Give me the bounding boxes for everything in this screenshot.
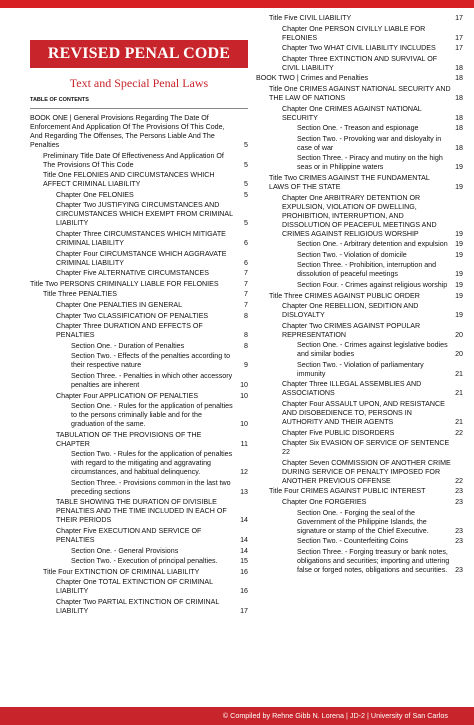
toc-entry-page: 15 — [240, 557, 248, 566]
toc-entry-title: Title Five CIVIL LIABILITY — [269, 14, 352, 22]
toc-entry-page: 8 — [244, 341, 248, 350]
toc-entry[interactable] — [30, 392, 248, 401]
toc-entry-title: Section One. - Crimes against legislative bodies and similar bodies — [297, 341, 448, 359]
toc-entry[interactable] — [256, 498, 463, 507]
toc-entry-page: 19 — [455, 163, 463, 172]
toc-entry-title: Chapter Two JUSTIFYING CIRCUMSTANCES AND CIRCUMSTANCES WHICH EXEMPT FROM CRIMINAL LIABILITY — [56, 201, 233, 228]
toc-entry-title: Title One FELONIES AND CIRCUMSTANCES WHICH AFFECT CRIMINAL LIABILITY — [43, 171, 215, 189]
toc-entry[interactable] — [30, 547, 248, 556]
toc-entry-title: Chapter Five EXECUTION AND SERVICE OF PENALTIES — [56, 527, 202, 545]
toc-entry-title: Chapter Three EXTINCTION AND SURVIVAL OF CIVIL LIABILITY — [282, 54, 438, 72]
toc-entry[interactable] — [30, 402, 248, 429]
toc-entry-page: 19 — [455, 250, 463, 259]
toc-entry[interactable] — [256, 509, 463, 536]
toc-entry-page: 18 — [455, 143, 463, 152]
toc-entry-page: 5 — [244, 141, 248, 149]
toc-entry[interactable] — [256, 240, 463, 249]
toc-entry-page: 19 — [455, 280, 463, 289]
toc-entry[interactable] — [256, 429, 463, 438]
toc-entry[interactable] — [30, 152, 248, 170]
toc-entry[interactable] — [30, 280, 248, 289]
toc-entry[interactable] — [30, 114, 248, 150]
toc-entry-title: Chapter One CRIMES AGAINST NATIONAL SECURITY — [282, 104, 422, 122]
toc-entry-page: 21 — [455, 369, 463, 378]
toc-entry[interactable] — [256, 174, 463, 192]
toc-entry-page: 18 — [455, 124, 463, 133]
toc-entry[interactable] — [30, 557, 248, 566]
toc-entry[interactable] — [30, 269, 248, 278]
toc-entry-title: Chapter Five PUBLIC DISORDERS — [282, 428, 395, 437]
toc-entry[interactable] — [256, 322, 463, 340]
toc-entry[interactable] — [256, 537, 463, 546]
toc-entry-page: 19 — [455, 311, 463, 320]
toc-entry-page: 18 — [455, 63, 463, 72]
toc-entry-page: 19 — [455, 291, 463, 300]
toc-entry-title: Chapter One REBELLION, SEDITION AND DISLOYALTY — [282, 302, 419, 320]
toc-entry[interactable] — [30, 250, 248, 268]
toc-entry-page: 18 — [455, 93, 463, 102]
toc-entry-title: Chapter Four CIRCUMSTANCE WHICH AGGRAVATE CRIMINAL LIABILITY — [56, 249, 227, 267]
toc-entry[interactable] — [30, 290, 248, 299]
toc-entry-title: TABULATION OF THE PROVISIONS OF THE CHAPTER — [56, 430, 202, 448]
toc-entry-page: 6 — [244, 238, 248, 247]
toc-entry[interactable] — [30, 312, 248, 321]
toc-entry[interactable] — [30, 498, 248, 525]
toc-entry[interactable] — [256, 361, 463, 379]
document-title: REVISED PENAL CODE — [30, 40, 248, 68]
toc-entry[interactable] — [256, 261, 463, 279]
toc-entry[interactable] — [256, 251, 463, 260]
toc-entry-page: 19 — [455, 270, 463, 279]
toc-left-column — [30, 14, 248, 618]
toc-divider — [30, 108, 248, 109]
toc-entry-title: Chapter Four ASSAULT UPON, AND RESISTANCE AND DISOBEDIENCE TO, PERSONS IN AUTHORITY AND THEIR AGENTS — [282, 400, 445, 427]
toc-entry-title: Section One. - Rules for the application of penalties to the persons criminally liable and for the graduation of the same. — [71, 402, 233, 429]
toc-entry-title: Section One. - Forging the seal of the Government of the Philippine Islands, the signature or stamp of the Chief Executive. — [297, 508, 429, 535]
toc-heading: TABLE OF CONTENTS — [30, 97, 89, 103]
toc-entry-page: 5 — [244, 190, 248, 199]
toc-entry[interactable] — [256, 55, 463, 73]
toc-entry[interactable] — [30, 431, 248, 449]
toc-entry-page: 23 — [455, 487, 463, 496]
toc-entry-title: Section Three. - Penalties in which other accessory penalties are inherent — [71, 371, 233, 389]
toc-entry[interactable] — [256, 548, 463, 575]
toc-right-column — [256, 14, 463, 576]
toc-entry-title: Title One CRIMES AGAINST NATIONAL SECURITY AND THE LAW OF NATIONS — [269, 84, 451, 102]
toc-list-right — [256, 14, 463, 575]
toc-entry-title: Title Two PERSONS CRIMINALLY LIABLE FOR FELONIES — [30, 279, 219, 288]
toc-entry[interactable] — [30, 301, 248, 310]
toc-entry[interactable] — [30, 450, 248, 477]
toc-entry-title: Section Three. - Prohibition, interruption and dissolution of peaceful meetings — [297, 261, 437, 279]
toc-entry-page: 10 — [240, 380, 248, 389]
toc-entry-page: 7 — [244, 300, 248, 309]
toc-entry-page: 10 — [240, 391, 248, 400]
toc-entry-title: BOOK ONE | General Provisions Regarding The Date Of Enforcement And Application Of The Provisions Of This Code, And Regarding The Offenses, The Persons Liable And The Penalties — [30, 114, 225, 149]
toc-entry-page: 23 — [455, 537, 463, 546]
toc-entry-page: 7 — [244, 269, 248, 278]
toc-entry-title: Section One. - Arbitrary detention and expulsion — [297, 240, 448, 249]
toc-entry[interactable] — [256, 281, 463, 290]
toc-entry-title: Title Three CRIMES AGAINST PUBLIC ORDER — [269, 291, 420, 300]
toc-entry[interactable] — [256, 74, 463, 83]
toc-entry-title: Section Three. - Piracy and mutiny on the high seas or in Philippine waters — [297, 154, 443, 172]
toc-entry-title: Chapter Three CIRCUMSTANCES WHICH MITIGATE CRIMINAL LIABILITY — [56, 229, 226, 247]
toc-entry-title: BOOK TWO | Crimes and Penalties — [256, 74, 369, 83]
toc-entry-title: Chapter One PERSON CIVILLY LIABLE FOR FELONIES — [282, 24, 426, 42]
toc-entry[interactable] — [30, 568, 248, 577]
toc-entry[interactable] — [30, 322, 248, 340]
toc-entry-page: 18 — [455, 74, 463, 83]
toc-entry-page: 18 — [455, 113, 463, 122]
footer-bar — [0, 707, 474, 725]
toc-entry-page: 21 — [455, 389, 463, 398]
toc-entry-page: 5 — [244, 219, 248, 228]
toc-entry[interactable] — [256, 44, 463, 53]
toc-entry-page: 11 — [240, 439, 248, 448]
toc-entry-title: Chapter Six EVASION OF SERVICE OF SENTENCE 22 — [282, 439, 450, 457]
toc-entry-page: 23 — [455, 565, 463, 574]
toc-entry[interactable] — [256, 135, 463, 153]
toc-entry-page: 23 — [455, 498, 463, 507]
toc-entry[interactable] — [256, 85, 463, 103]
toc-entry-page: 10 — [240, 420, 248, 429]
toc-entry[interactable] — [256, 302, 463, 320]
toc-entry-page: 19 — [455, 240, 463, 249]
toc-entry[interactable] — [30, 578, 248, 596]
toc-entry[interactable] — [256, 341, 463, 359]
toc-entry-title: Section Two. - Violation of parliamentary immunity — [297, 360, 424, 378]
toc-entry[interactable] — [30, 342, 248, 351]
toc-entry[interactable] — [256, 25, 463, 43]
toc-entry-title: Section Three. - Provisions common in the last two preceding sections — [71, 478, 231, 496]
toc-entry-title: Chapter One FELONIES — [56, 190, 134, 199]
toc-entry-title: Chapter Two CRIMES AGAINST POPULAR REPRESENTATION — [282, 321, 421, 339]
toc-entry-page: 5 — [244, 160, 248, 169]
toc-entry-title: Section Two. - Execution of principal penalties. — [71, 557, 218, 566]
toc-entry[interactable] — [30, 527, 248, 545]
toc-entry-title: Chapter Three DURATION AND EFFECTS OF PENALTIES — [56, 322, 203, 340]
toc-list-left — [30, 114, 248, 616]
toc-entry-page: 14 — [240, 546, 248, 555]
toc-entry[interactable] — [256, 194, 463, 239]
toc-entry[interactable] — [30, 171, 248, 189]
toc-entry-page: 12 — [240, 468, 248, 477]
toc-entry-title: Section Two. - Violation of domicile — [297, 250, 407, 259]
toc-entry-page: 16 — [240, 567, 248, 576]
toc-entry-page: 21 — [455, 418, 463, 427]
footer-credit: © Compiled by Rehne Gibb N. Lorena | JD-2 | University of San Carlos — [222, 711, 448, 720]
toc-entry-title: Chapter One PENALTIES IN GENERAL — [56, 300, 183, 309]
toc-entry-title: Section One. - General Provisions — [71, 546, 179, 555]
toc-entry-page: 19 — [455, 182, 463, 191]
toc-entry-title: Preliminary Title Date Of Effectiveness And Application Of The Provisions Of This Code — [43, 151, 224, 169]
toc-entry-title: Title Four CRIMES AGAINST PUBLIC INTEREST — [269, 487, 426, 496]
toc-entry-page: 17 — [240, 607, 248, 616]
toc-entry[interactable] — [256, 439, 463, 457]
toc-entry-title: Section Three. - Forging treasury or bank notes, obligations and securities; importing and uttering false or forged notes, obligations and securities. — [297, 547, 450, 574]
toc-entry-page: 8 — [244, 331, 248, 340]
toc-entry-title: Chapter One ARBITRARY DETENTION OR EXPULSION, VIOLATION OF DWELLING, PROHIBITION, INTERRUPTION, AND DISSOLUTION OF PEACEFUL MEETINGS AND CRIMES AGAINST RELIGIOUS WORSHIP — [282, 193, 437, 238]
toc-entry[interactable] — [256, 292, 463, 301]
toc-entry[interactable] — [256, 105, 463, 123]
toc-entry-title: Section Two. - Counterfeiting Coins — [297, 537, 409, 546]
toc-entry[interactable] — [256, 124, 463, 133]
toc-entry-title: Section Two. - Effects of the penalties according to their respective nature — [71, 352, 231, 370]
toc-entry[interactable] — [256, 14, 463, 23]
toc-entry-title: Title Four EXTINCTION OF CRIMINAL LIABILITY — [43, 567, 200, 576]
toc-entry-page: 22 — [455, 476, 463, 485]
toc-entry[interactable] — [30, 191, 248, 200]
toc-entry-page: 13 — [240, 487, 248, 496]
toc-entry-title: Section One. - Duration of Penalties — [71, 341, 185, 350]
top-accent-bar — [0, 0, 474, 8]
toc-entry-page: 7 — [244, 290, 248, 299]
toc-entry-title: TABLE SHOWING THE DURATION OF DIVISIBLE PENALTIES AND THE TIME INCLUDED IN EACH OF THEIR PERIODS — [56, 498, 227, 525]
toc-entry[interactable] — [30, 230, 248, 248]
toc-entry-title: Chapter Three ILLEGAL ASSEMBLIES AND ASSOCIATIONS — [282, 380, 422, 398]
toc-entry-page: 16 — [240, 587, 248, 596]
toc-entry-title: Section One. - Treason and espionage — [297, 124, 419, 133]
toc-entry[interactable] — [256, 380, 463, 398]
toc-entry[interactable] — [30, 352, 248, 370]
toc-entry-page: 17 — [455, 44, 463, 53]
toc-entry[interactable] — [256, 487, 463, 496]
toc-entry-page: 6 — [244, 258, 248, 267]
toc-entry-title: Chapter Two PARTIAL EXTINCTION OF CRIMINAL LIABILITY — [56, 598, 220, 616]
toc-entry-page: 14 — [240, 516, 248, 525]
toc-entry[interactable] — [256, 154, 463, 172]
toc-entry[interactable] — [256, 400, 463, 427]
toc-entry-page: 17 — [455, 33, 463, 42]
toc-entry-title: Title Two CRIMES AGAINST THE FUNDAMENTAL LAWS OF THE STATE — [269, 173, 430, 191]
toc-entry-page: 20 — [455, 330, 463, 339]
toc-entry-page: 22 — [455, 428, 463, 437]
toc-entry-title: Title Three PENALTIES — [43, 290, 117, 299]
toc-entry[interactable] — [30, 479, 248, 497]
toc-entry-page: 9 — [244, 361, 248, 370]
toc-entry-title: Chapter Five ALTERNATIVE CIRCUMSTANCES — [56, 269, 209, 278]
toc-entry[interactable] — [30, 372, 248, 390]
toc-entry-page: 14 — [240, 536, 248, 545]
toc-entry-page: 23 — [455, 526, 463, 535]
document-subtitle: Text and Special Penal Laws — [69, 76, 209, 90]
toc-entry-page: 19 — [455, 229, 463, 238]
toc-entry-title: Section Four. - Crimes against religious worship — [297, 280, 448, 289]
toc-entry[interactable] — [30, 201, 248, 228]
toc-entry-page: 20 — [455, 350, 463, 359]
toc-entry-page: 8 — [244, 311, 248, 320]
toc-entry-title: Chapter Two CLASSIFICATION OF PENALTIES — [56, 311, 209, 320]
toc-entry-page: 17 — [455, 14, 463, 22]
toc-entry[interactable] — [256, 459, 463, 486]
toc-entry-title: Chapter Seven COMMISSION OF ANOTHER CRIME DURING SERVICE OF PENALTY IMPOSED FOR ANOTHER PREVIOUS OFFENSE — [282, 458, 451, 485]
toc-entry-title: Chapter Two WHAT CIVIL LIABILITY INCLUDES — [282, 44, 436, 53]
toc-entry-title: Chapter One TOTAL EXTINCTION OF CRIMINAL LIABILITY — [56, 578, 213, 596]
toc-entry-title: Section Two. - Rules for the application of penalties with regard to the mitigating and aggravating circumstances, and habitual delinquency. — [71, 450, 233, 477]
toc-entry-title: Section Two. - Provoking war and disloyalty in case of war — [297, 134, 442, 152]
toc-entry-page: 5 — [244, 180, 248, 189]
toc-entry-title: Chapter Four APPLICATION OF PENALTIES — [56, 391, 199, 400]
toc-entry-page: 7 — [244, 279, 248, 288]
toc-entry-title: Chapter One FORGERIES — [282, 498, 367, 507]
toc-entry[interactable] — [30, 598, 248, 616]
